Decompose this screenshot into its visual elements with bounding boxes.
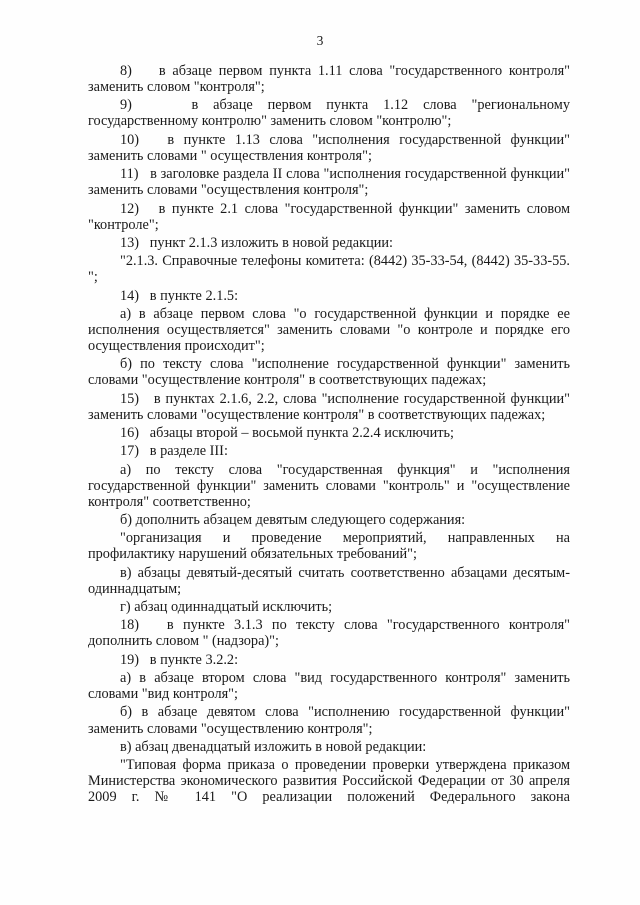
paragraph-sub-a: а) в абзаце втором слова "вид государственного контроля" заменить словами "вид контроля"; <box>88 670 570 703</box>
paragraph-item-10: 10) в пункте 1.13 слова "исполнения государственной функции" заменить словами " осуществления контроля"; <box>88 131 570 164</box>
paragraph-item-19: 19) в пункте 3.2.2: <box>120 651 239 668</box>
paragraph-item-11: 11) в заголовке раздела II слова "исполнения государственной функции" заменить словами "осуществления контроля"; <box>88 166 570 199</box>
paragraph-sub-v: в) абзац двенадцатый изложить в новой редакции: <box>120 738 427 755</box>
paragraph-sub-v: в) абзацы девятый-десятый считать соответственно абзацами десятым-одиннадцатым; <box>88 564 570 597</box>
paragraph-sub-b: б) дополнить абзацем девятым следующего содержания: <box>120 512 466 529</box>
paragraph-quote-typical-form: "Типовая форма приказа о проведении проверки утверждена приказом Министерства экономического развития Российской Федерации от 30 апреля 2009 г. № 141 "О реализации положений Федерального закона <box>88 757 570 806</box>
paragraph-item-14: 14) в пункте 2.1.5: <box>120 287 239 304</box>
paragraph-quote-organization: "организация и проведение мероприятий, направленных на профилактику нарушений обязательных требований"; <box>88 530 570 563</box>
paragraph-item-17: 17) в разделе III: <box>120 443 228 460</box>
paragraph-item-16: 16) абзацы второй – восьмой пункта 2.2.4 исключить; <box>120 425 455 442</box>
paragraph-item-13: 13) пункт 2.1.3 изложить в новой редакции: <box>120 234 394 251</box>
paragraph-item-9: 9) в абзаце первом пункта 1.12 слова "региональному государственному контролю" заменить словом "контролю"; <box>88 97 570 130</box>
paragraph-sub-a: а) в абзаце первом слова "о государственной функции и порядке ее исполнения осуществляется" заменить словами "о контроле и порядке его осуществления происходит"; <box>88 305 570 354</box>
paragraph-item-18: 18) в пункте 3.1.3 по тексту слова "государственного контроля" дополнить словом " (надзора)"; <box>88 617 570 650</box>
paragraph-quote-2-1-3: "2.1.3. Справочные телефоны комитета: (8442) 35-33-54, (8442) 35-33-55. "; <box>88 253 570 286</box>
paragraph-item-8: 8) в абзаце первом пункта 1.11 слова "государственного контроля" заменить словом "контроля"; <box>88 63 570 96</box>
document-body <box>88 63 570 808</box>
paragraph-item-12: 12) в пункте 2.1 слова "государственной функции" заменить словом "контроле"; <box>88 200 570 233</box>
paragraph-sub-g: г) абзац одиннадцатый исключить; <box>120 599 333 616</box>
paragraph-item-15: 15) в пунктах 2.1.6, 2.2, слова "исполнение государственной функции" заменить словами "осуществление контроля" в соответствующих падежах; <box>88 390 570 423</box>
page-number: 3 <box>316 33 324 48</box>
paragraph-sub-b: б) в абзаце девятом слова "исполнению государственной функции" заменить словами "осуществлению контроля"; <box>88 704 570 737</box>
paragraph-sub-b: б) по тексту слова "исполнение государственной функции" заменить словами "осуществление контроля" в соответствующих падежах; <box>88 356 570 389</box>
paragraph-sub-a: а) по тексту слова "государственная функция" и "исполнения государственной функции" заменить словами "контроль" и "осуществление контроля" соответственно; <box>88 461 570 510</box>
